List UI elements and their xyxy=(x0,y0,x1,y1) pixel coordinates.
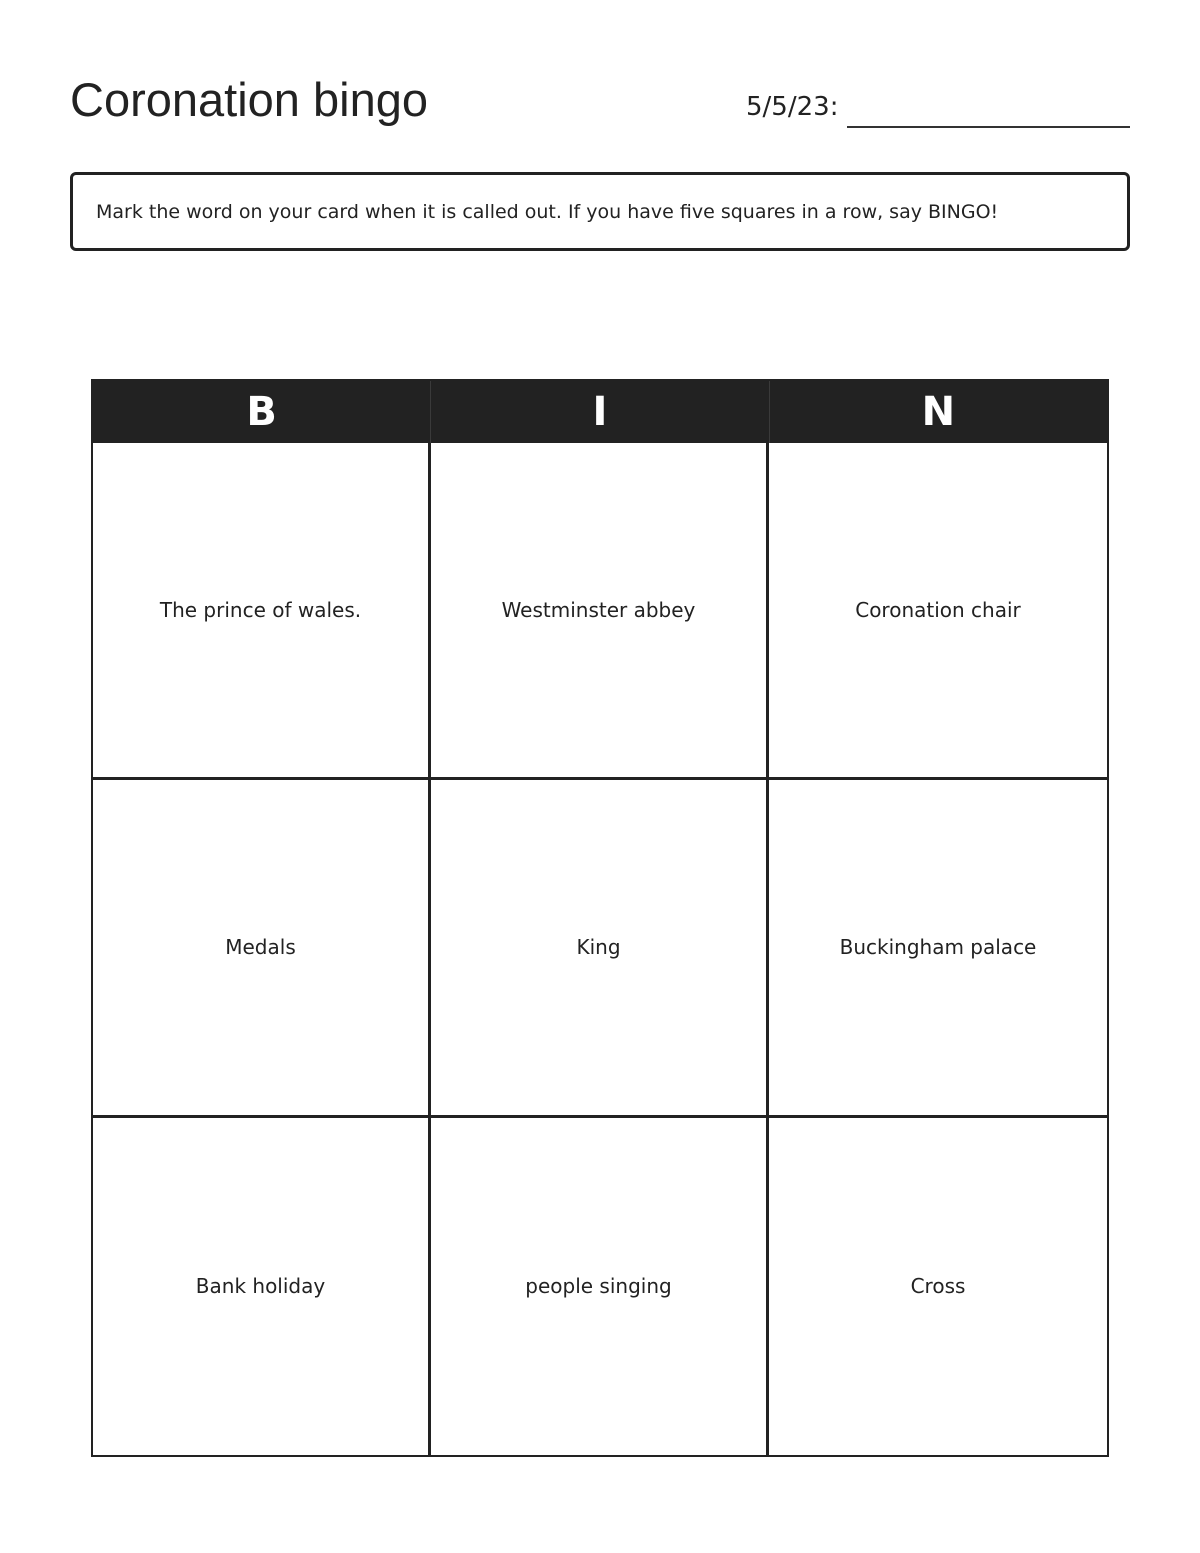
bingo-header-i: I xyxy=(431,381,769,443)
bingo-square: Medals xyxy=(93,780,431,1117)
instructions-box xyxy=(70,172,1130,251)
bingo-header-b: B xyxy=(93,381,431,443)
bingo-square: King xyxy=(431,780,769,1117)
bingo-square: people singing xyxy=(431,1118,769,1455)
bingo-square: Bank holiday xyxy=(93,1118,431,1455)
bingo-square: Cross xyxy=(910,1274,966,1299)
bingo-square: Westminster abbey xyxy=(431,443,769,780)
bingo-square: The prince of wales. xyxy=(93,443,431,780)
instructions-text: Mark the word on your card when it is called out. If you have five squares in a row, say BINGO! xyxy=(96,200,999,223)
bingo-header-row xyxy=(93,381,1107,443)
date-label: 5/5/23: xyxy=(746,92,839,122)
bingo-square: Buckingham palace xyxy=(769,780,1107,1117)
bingo-square: Coronation chair xyxy=(769,443,1107,780)
bingo-grid xyxy=(93,443,1107,1455)
date-field xyxy=(746,90,1130,130)
date-write-line xyxy=(847,126,1130,128)
bingo-header-n: N xyxy=(921,389,956,435)
page-title: Coronation bingo xyxy=(70,73,428,126)
bingo-card xyxy=(91,379,1109,1457)
